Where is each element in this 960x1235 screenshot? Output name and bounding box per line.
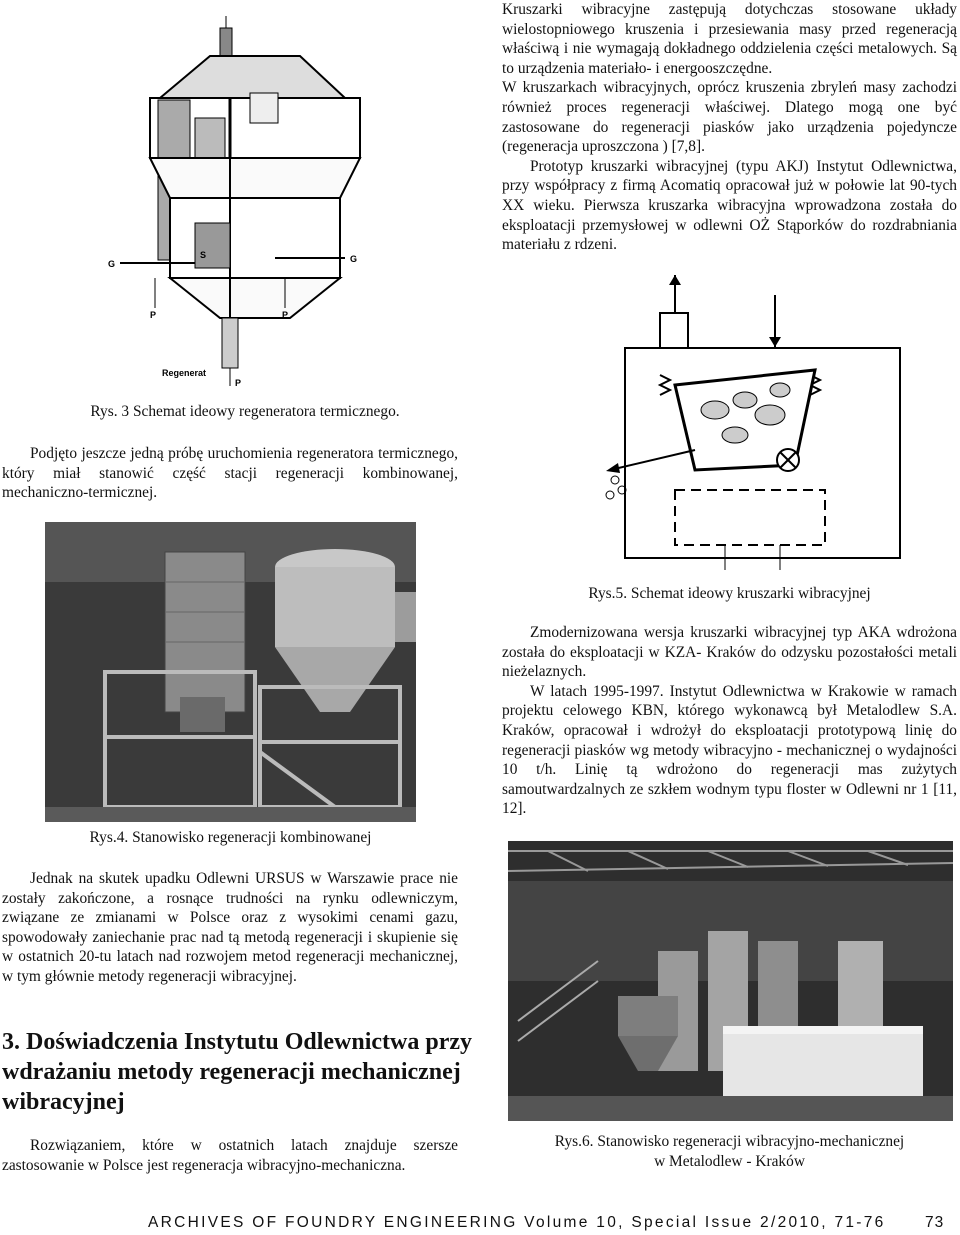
section-3-heading: 3. Doświadczenia Instytutu Odlewnictwa przy wdrażaniu metody regeneracji mechanicznej wibracyjnej bbox=[2, 1029, 473, 1115]
left-paragraph-1: Podjęto jeszcze jedną próbę uruchomienia regeneratora termicznego, który miał stanowić część stacji regeneracji kombinowanej, mechaniczno-termicznej. bbox=[2, 445, 458, 502]
label-p-left: P bbox=[150, 310, 157, 320]
label-s: S bbox=[200, 250, 207, 260]
figure-3-regenerator-schematic bbox=[100, 8, 370, 393]
paragraph: Zmodernizowana wersja kruszarki wibracyjnej typ AKA wdrożona została do eksploatacji w KZA- Kraków do odzysku pozostałości metali nieżelaznych. bbox=[502, 624, 957, 681]
left-paragraph-2: Jednak na skutek upadku Odlewni URSUS w Warszawie prace nie zostały zakończone, a rosnące trudności na rynku odlewniczym, związane ze zmianami w Polsce oraz z wysokimi cenami gazu, spowodowały zaniechanie prac nad tą metodą regeneracji i skupienie się w ostatnich 20-tu latach nad rozwojem metod regeneracji mechanicznej, w tym głównie metody regeneracji wibracyjnej. bbox=[2, 870, 458, 985]
paragraph: W latach 1995-1997. Instytut Odlewnictwa w Krakowie w ramach projektu celowego KBN, którego wykonawcą był Metalodlew S.A. Kraków, opracował i wdrożył do eksploatacji prototypową linię do regeneracji piasków wg metody wibracyjno - mechanicznej o wydajności 10 t/h. Linię tą wdrożono do regeneracji mas zużytych samoutwardzalnych ze szkłem wodnym typu floster w Odlewni nr 1 [11, 12]. bbox=[502, 682, 957, 818]
figure-3-caption: Rys. 3 Schemat ideowy regeneratora termicznego. bbox=[90, 403, 400, 420]
right-column-intro bbox=[502, 0, 957, 255]
paragraph: Prototyp kruszarki wibracyjnej (typu AKJ) Instytut Odlewnictwa, przy współpracy z firmą Acomatiq opracował już w połowie lat 90-tych XX wieku. Pierwsza kruszarka wibracyjna wprowadzona została do eksploatacji przemysłowej w odlewni OŻ Stąporków do rozdrabniania materiału z rdzeni. bbox=[502, 157, 957, 254]
section-3-paragraph: Rozwiązaniem, które w ostatnich latach znajduje szersze zastosowanie w Polsce jest regeneracja wibracyjno-mechaniczna. bbox=[2, 1137, 458, 1174]
figure-6-photo bbox=[508, 841, 953, 1121]
figure-4-caption: Rys.4. Stanowisko regeneracji kombinowanej bbox=[89, 829, 372, 846]
figure-5-caption: Rys.5. Schemat ideowy kruszarki wibracyjnej bbox=[588, 585, 871, 602]
paragraph: Kruszarki wibracyjne zastępują dotychczas stosowane układy wielostopniowego kruszenia i przesiewania masy przed regeneracją właściwą i nie wymagają dokładnego oddzielenia części metalowych. Są to urządzenia materiało- i energooszczędne. bbox=[502, 1, 957, 77]
figure-5-crusher-schematic bbox=[540, 275, 960, 570]
right-column-middle bbox=[502, 623, 957, 819]
journal-footer: ARCHIVES OF FOUNDRY ENGINEERING Volume 10, Special Issue 2/2010, 71-76 bbox=[148, 1214, 886, 1231]
label-regenerat: Regenerat bbox=[162, 368, 207, 378]
page-number: 73 bbox=[925, 1214, 945, 1231]
figure-4-photo bbox=[45, 522, 416, 822]
label-p-right: P bbox=[282, 310, 289, 320]
label-g-left: G bbox=[108, 259, 116, 269]
figure-6-caption: Rys.6. Stanowisko regeneracji wibracyjno-mechanicznej w Metalodlew - Kraków bbox=[554, 1133, 905, 1170]
label-g-right: G bbox=[350, 254, 358, 264]
paragraph: W kruszarkach wibracyjnych, oprócz kruszenia zbryleń masy zachodzi również proces regeneracji właściwej. Dlatego mogą one być zastosowane do regeneracji piasków jako urządzenia pojedyncze (regeneracja uproszczona ) [7,8]. bbox=[502, 79, 957, 156]
label-p-bottom: P bbox=[235, 378, 242, 388]
